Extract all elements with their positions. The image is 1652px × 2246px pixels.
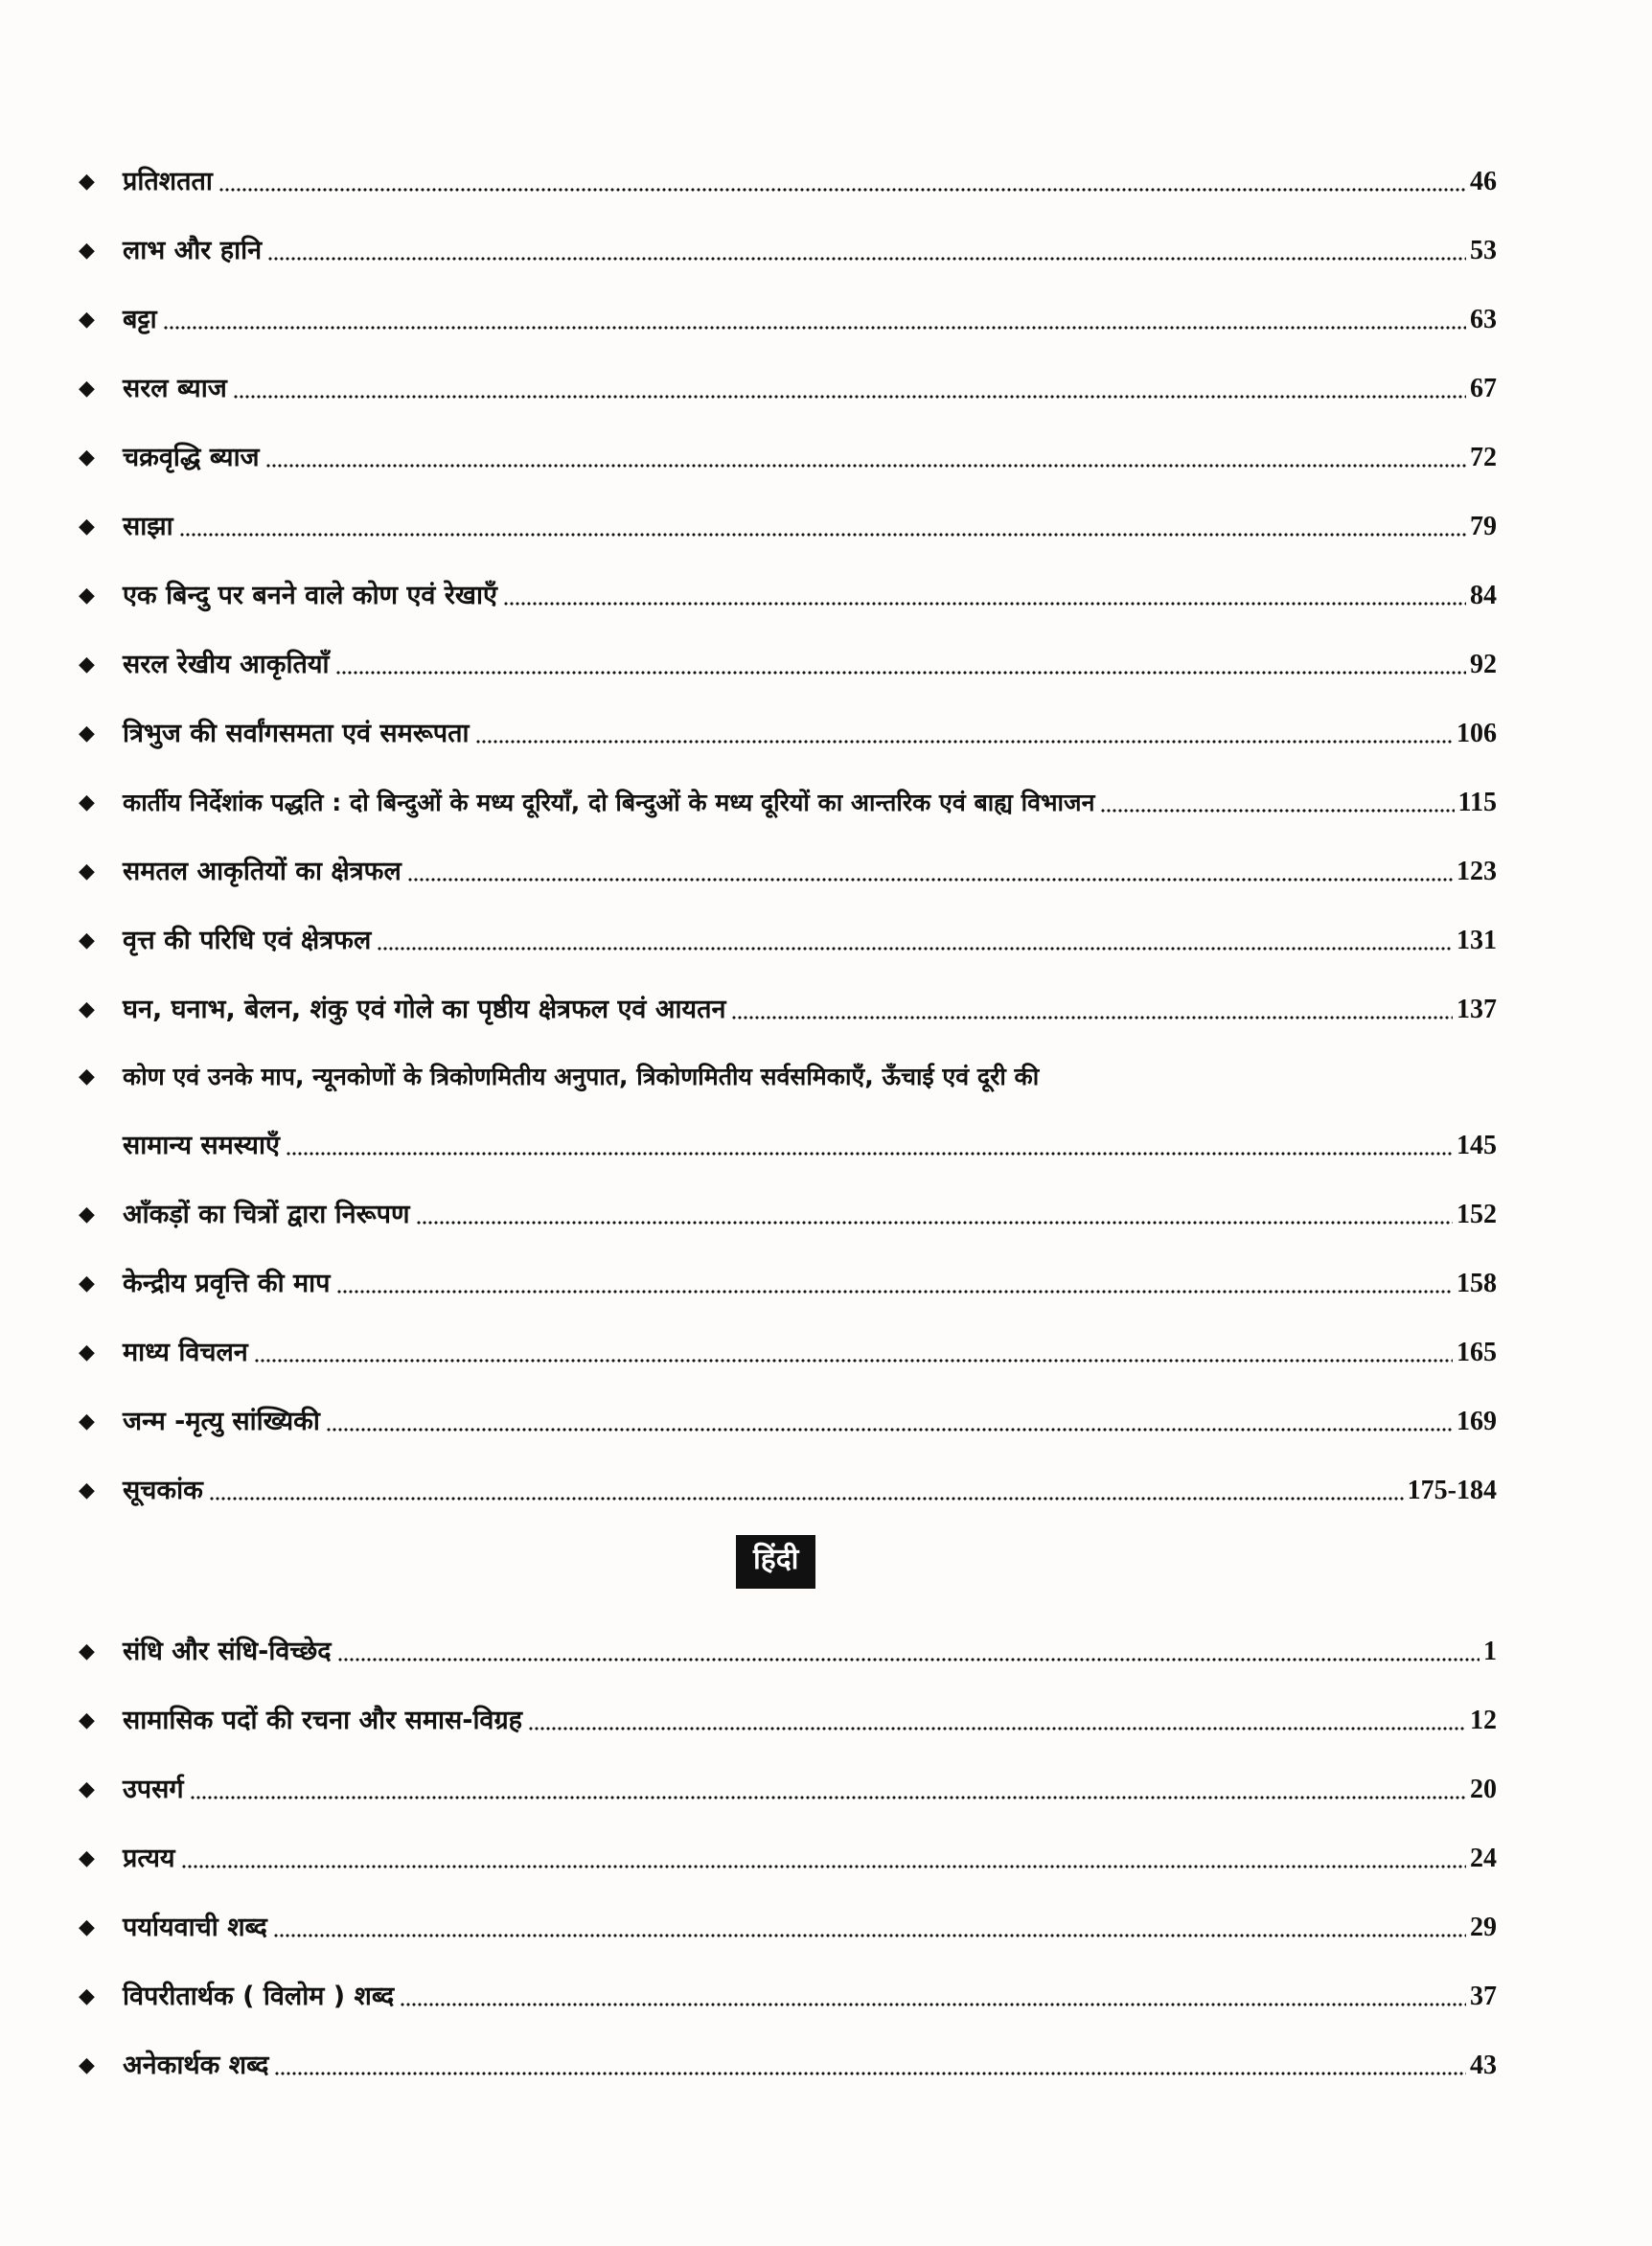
- entry-page-number: 84: [1470, 581, 1497, 610]
- entry-title: साझा: [123, 512, 173, 541]
- dot-leader: [274, 2072, 1466, 2075]
- toc-entry[interactable]: [79, 924, 1497, 958]
- toc-entry[interactable]: [79, 1198, 1497, 1232]
- entry-page-number: 46: [1470, 167, 1497, 196]
- entry-page-number: 79: [1470, 512, 1497, 541]
- entry-page-number: 123: [1457, 857, 1497, 886]
- toc-entry[interactable]: [79, 2049, 1497, 2083]
- entry-page-number: 131: [1457, 926, 1497, 955]
- diamond-bullet-icon: ◆: [79, 791, 95, 814]
- dot-leader: [335, 671, 1466, 675]
- dot-leader: [731, 1016, 1453, 1020]
- entry-page-number: 12: [1470, 1706, 1497, 1735]
- entry-page-number: 106: [1457, 719, 1497, 748]
- diamond-bullet-icon: ◆: [79, 928, 95, 952]
- diamond-bullet-icon: ◆: [79, 1915, 95, 1939]
- dot-leader: [179, 533, 1466, 537]
- toc-entry[interactable]: [79, 1842, 1497, 1876]
- dot-leader: [528, 1727, 1466, 1730]
- entry-page-number: 152: [1457, 1200, 1497, 1229]
- dot-leader: [416, 1221, 1454, 1225]
- toc-entry[interactable]: [79, 1060, 1497, 1163]
- diamond-bullet-icon: ◆: [79, 1065, 95, 1089]
- entry-page-number: 72: [1470, 443, 1497, 472]
- entry-title: विपरीतार्थक ( विलोम ) शब्द: [123, 1982, 395, 2011]
- diamond-bullet-icon: ◆: [79, 170, 95, 194]
- dot-leader: [163, 326, 1466, 330]
- toc-entry[interactable]: [79, 1980, 1497, 2014]
- dot-leader: [265, 464, 1466, 468]
- dot-leader: [475, 740, 1453, 744]
- entry-title: आँकड़ों का चित्रों द्वारा निरूपण: [123, 1200, 410, 1229]
- entry-page-number: 158: [1457, 1269, 1497, 1298]
- entry-page-number: 1: [1483, 1637, 1497, 1666]
- diamond-bullet-icon: ◆: [79, 515, 95, 539]
- entry-page-number: 145: [1457, 1131, 1497, 1160]
- toc-entry[interactable]: [79, 165, 1497, 199]
- entry-page-number: 43: [1470, 2051, 1497, 2080]
- toc-entry[interactable]: [79, 372, 1497, 406]
- toc-entry[interactable]: [79, 1911, 1497, 1945]
- entry-page-number: 29: [1470, 1913, 1497, 1942]
- diamond-bullet-icon: ◆: [79, 859, 95, 883]
- toc-entry[interactable]: [79, 510, 1497, 544]
- entry-title: लाभ और हानि: [123, 236, 263, 265]
- diamond-bullet-icon: ◆: [79, 1341, 95, 1364]
- entry-page-number: 92: [1470, 650, 1497, 679]
- entry-title: जन्म -मृत्यु सांख्यिकी: [123, 1407, 320, 1436]
- entry-title: प्रत्यय: [123, 1844, 175, 1873]
- entry-page-number: 175-184: [1407, 1476, 1497, 1505]
- diamond-bullet-icon: ◆: [79, 584, 95, 607]
- toc-entry[interactable]: [79, 1336, 1497, 1370]
- diamond-bullet-icon: ◆: [79, 1203, 95, 1226]
- entry-page-number: 37: [1470, 1982, 1497, 2011]
- entry-title: सरल ब्याज: [123, 374, 227, 403]
- entry-title: माध्य विचलन: [123, 1338, 248, 1367]
- entry-page-number: 24: [1470, 1844, 1497, 1873]
- entry-title: सरल रेखीय आकृतियाँ: [123, 650, 330, 679]
- diamond-bullet-icon: ◆: [79, 997, 95, 1021]
- entry-title: समतल आकृतियों का क्षेत्रफल: [123, 857, 402, 886]
- entry-title: प्रतिशतता: [123, 167, 213, 196]
- entry-title: अनेकार्थक शब्द: [123, 2051, 269, 2080]
- dot-leader: [233, 395, 1466, 399]
- toc-entry[interactable]: [79, 786, 1497, 820]
- entry-title: सामासिक पदों की रचना और समास-विग्रह: [123, 1706, 523, 1735]
- entry-title-line1: कोण एवं उनके माप, न्यूनकोणों के त्रिकोणमितीय अनुपात, त्रिकोणमितीय सर्वसमिकाएँ, ऊँचाई एवं दूरी की: [123, 1063, 1040, 1090]
- toc-entry[interactable]: [79, 993, 1497, 1027]
- diamond-bullet-icon: ◆: [79, 239, 95, 263]
- dot-leader: [326, 1428, 1453, 1432]
- toc-entry[interactable]: [79, 1704, 1497, 1738]
- toc-entry[interactable]: [79, 303, 1497, 337]
- entry-title: घन, घनाभ, बेलन, शंकु एवं गोले का पृष्ठीय क्षेत्रफल एवं आयतन: [123, 995, 726, 1024]
- toc-entry[interactable]: [79, 1405, 1497, 1439]
- toc-entry[interactable]: [79, 1773, 1497, 1807]
- entry-title: सूचकांक: [123, 1476, 203, 1505]
- entry-page-number: 67: [1470, 374, 1497, 403]
- entry-title: बट्टा: [123, 305, 157, 334]
- toc-entry[interactable]: [79, 441, 1497, 475]
- diamond-bullet-icon: ◆: [79, 1478, 95, 1502]
- dot-leader: [503, 602, 1466, 606]
- entry-title: चक्रवृद्धि ब्याज: [123, 443, 260, 472]
- toc-entry[interactable]: [79, 648, 1497, 682]
- diamond-bullet-icon: ◆: [79, 446, 95, 470]
- entry-title: केन्द्रीय प्रवृत्ति की माप: [123, 1269, 331, 1298]
- toc-entry[interactable]: [79, 717, 1497, 751]
- dot-leader: [209, 1497, 1404, 1501]
- entry-page-number: 115: [1457, 788, 1497, 817]
- dot-leader: [181, 1865, 1466, 1868]
- toc-entry[interactable]: [79, 1635, 1497, 1669]
- toc-entry[interactable]: [79, 1474, 1497, 1508]
- dot-leader: [407, 878, 1453, 882]
- entry-title: पर्यायवाची शब्द: [123, 1913, 267, 1942]
- dot-leader: [400, 2003, 1466, 2006]
- dot-leader: [377, 947, 1453, 951]
- entry-page-number: 137: [1457, 995, 1497, 1024]
- diamond-bullet-icon: ◆: [79, 1708, 95, 1732]
- diamond-bullet-icon: ◆: [79, 1409, 95, 1433]
- diamond-bullet-icon: ◆: [79, 308, 95, 332]
- dot-leader: [286, 1152, 1453, 1156]
- dot-leader: [1100, 809, 1454, 813]
- entry-page-number: 53: [1470, 236, 1497, 265]
- dot-leader: [218, 188, 1466, 192]
- dot-leader: [273, 1934, 1466, 1937]
- diamond-bullet-icon: ◆: [79, 1777, 95, 1801]
- dot-leader: [267, 257, 1466, 261]
- diamond-bullet-icon: ◆: [79, 653, 95, 676]
- entry-title: त्रिभुज की सर्वांगसमता एवं समरूपता: [123, 719, 470, 748]
- entry-page-number: 20: [1470, 1775, 1497, 1804]
- entry-page-number: 169: [1457, 1407, 1497, 1436]
- entry-page-number: 63: [1470, 305, 1497, 334]
- diamond-bullet-icon: ◆: [79, 377, 95, 401]
- diamond-bullet-icon: ◆: [79, 1272, 95, 1295]
- toc-entry[interactable]: [79, 234, 1497, 268]
- entry-title-line2: सामान्य समस्याएँ: [123, 1131, 280, 1160]
- dot-leader: [254, 1359, 1453, 1363]
- entry-title: संधि और संधि-विच्छेद: [123, 1637, 332, 1666]
- diamond-bullet-icon: ◆: [79, 722, 95, 745]
- entry-title: उपसर्ग: [123, 1775, 184, 1804]
- toc-entry[interactable]: [79, 579, 1497, 613]
- dot-leader: [190, 1796, 1466, 1799]
- entry-title: कार्तीय निर्देशांक पद्धति : दो बिन्दुओं के मध्य दूरियाँ, दो बिन्दुओं के मध्य दूरियों का आन्तरिक एवं बाह्य विभाजन: [123, 789, 1095, 816]
- diamond-bullet-icon: ◆: [79, 2053, 95, 2077]
- entry-page-number: 165: [1457, 1338, 1497, 1367]
- toc-entry[interactable]: [79, 855, 1497, 889]
- diamond-bullet-icon: ◆: [79, 1639, 95, 1663]
- toc-entry[interactable]: [79, 1267, 1497, 1301]
- dot-leader: [337, 1658, 1480, 1662]
- section-heading-hindi: हिंदी: [736, 1535, 815, 1589]
- entry-title: वृत्त की परिधि एवं क्षेत्रफल: [123, 926, 372, 955]
- entry-title: एक बिन्दु पर बनने वाले कोण एवं रेखाएँ: [123, 581, 497, 610]
- dot-leader: [336, 1290, 1454, 1294]
- diamond-bullet-icon: ◆: [79, 1984, 95, 2008]
- diamond-bullet-icon: ◆: [79, 1846, 95, 1870]
